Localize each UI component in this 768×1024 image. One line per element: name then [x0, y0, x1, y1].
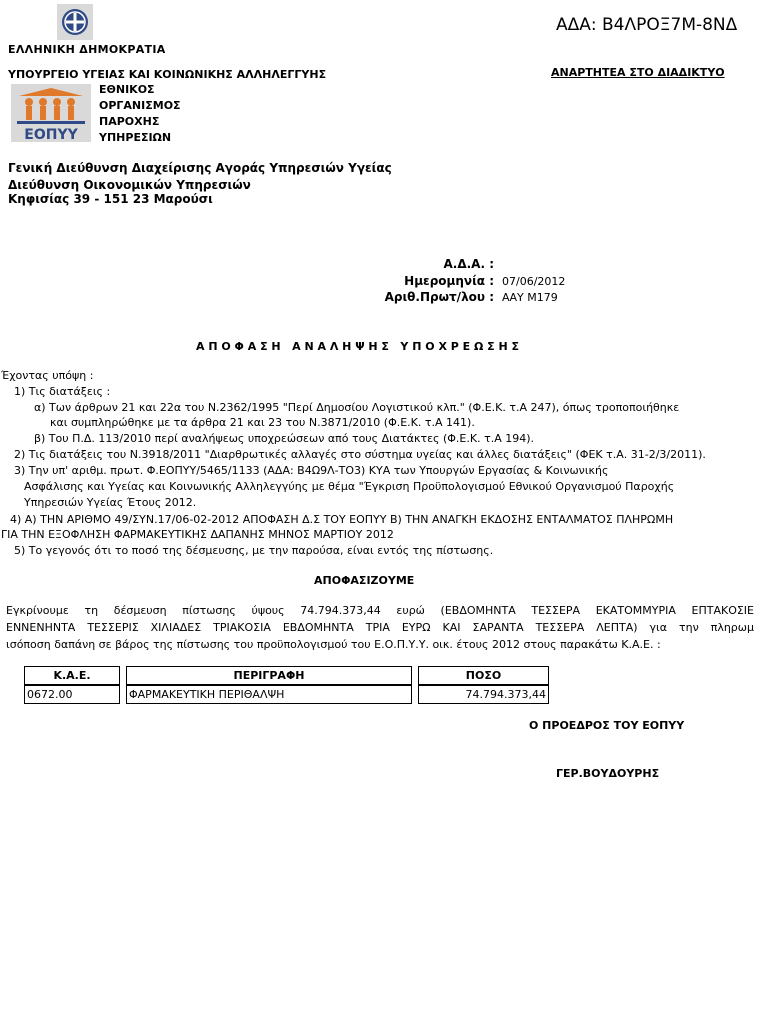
- ada-top: ΑΔΑ: Β4ΛΡΟΞ7Μ-8ΝΔ: [556, 15, 738, 35]
- decide-heading: ΑΠΟΦΑΣΙΖΟΥΜΕ: [314, 574, 415, 587]
- directorate: Διεύθυνση Οικονομικών Υπηρεσιών: [8, 178, 251, 192]
- para-5: 5) Το γεγονός ότι το ποσό της δέσμευσης, με την παρούσα, είναι εντός της πίστωσης.: [14, 544, 494, 557]
- intro: Έχοντας υπόψη :: [1, 369, 94, 382]
- table-header-row: [24, 666, 549, 685]
- ada-label: Α.Δ.Α. :: [443, 257, 494, 271]
- approval-line-3: ισόποση δαπάνη σε βάρος της πίστωσης του προϋπολογισμού του Ε.Ο.Π.Υ.Υ. οικ. έτους 2012 στους παρακάτω Κ.Α.Ε. :: [6, 638, 661, 651]
- para-2: 2) Τις διατάξεις του Ν.3918/2011 "Διαρθρωτικές αλλαγές στο σύστημα υγείας και άλλες διατάξεις" (ΦΕΚ τ.Α. 31-2/3/2011).: [14, 448, 706, 461]
- greek-emblem-icon: [57, 4, 93, 40]
- header-description: ΠΕΡΙΓΡΑΦΗ: [126, 666, 412, 685]
- org-line: ΥΠΗΡΕΣΙΩΝ: [99, 131, 172, 144]
- republic-heading: ΕΛΛΗΝΙΚΗ ΔΗΜΟΚΡΑΤΙΑ: [8, 43, 166, 56]
- approval-line-1: Εγκρίνουμε τη δέσμευση πίστωσης ύψους 74.794.373,44 ευρώ (ΕΒΔΟΜΗΝΤΑ ΤΕΣΣΕΡΑ ΕΚΑΤΟΜΜΥΡΙΑ ΕΠΤΑΚΟΣΙΕ: [6, 604, 754, 617]
- eopyy-logo: [11, 84, 91, 142]
- para-1a: α) Των άρθρων 21 και 22α του Ν.2362/1995 "Περί Δημοσίου Λογιστικού κλπ." (Φ.Ε.Κ. τ.Α 247), όπως τροποποιήθηκε: [34, 401, 680, 414]
- date-value: 07/06/2012: [502, 275, 566, 288]
- logo-text: ΕΟΠΥΥ: [24, 127, 78, 142]
- para-3: 3) Την υπ' αριθμ. πρωτ. Φ.ΕΟΠΥΥ/5465/1133 (ΑΔΑ: Β4Ω9Λ-ΤΟ3) ΚΥΑ των Υπουργών Εργασίας & Κοινωνικής: [14, 464, 609, 477]
- ministry-heading: ΥΠΟΥΡΓΕΙΟ ΥΓΕΙΑΣ ΚΑΙ ΚΟΙΝΩΝΙΚΗΣ ΑΛΛΗΛΕΓΓΥΗΣ: [8, 68, 327, 81]
- org-line: ΠΑΡΟΧΗΣ: [99, 115, 160, 128]
- approval-line-2: ΕΝΝΕΝΗΝΤΑ ΤΕΣΣΕΡΙΣ ΧΙΛΙΑΔΕΣ ΤΡΙΑΚΟΣΙΑ ΕΒΔΟΜΗΝΤΑ ΤΡΙΑ ΕΥΡΩ ΚΑΙ ΣΑΡΑΝΤΑ ΤΕΣΣΕΡΑ ΛΕΠΤΑ) για την πληρωμ: [6, 621, 754, 634]
- signature-name: ΓΕΡ.ΒΟΥΔΟΥΡΗΣ: [556, 767, 660, 780]
- page-title: Α Π Ο Φ Α Σ Η Α Ν Α Λ Η Ψ Η Σ Υ Π Ο Χ Ρ Ε Ω Σ Η Σ: [196, 340, 520, 353]
- para-3-cont2: Υπηρεσιών Υγείας Έτους 2012.: [24, 496, 197, 509]
- org-name: [99, 82, 181, 146]
- table-row: [24, 685, 549, 704]
- cell-kae: 0672.00: [24, 685, 120, 704]
- protocol-label: Αριθ.Πρωτ/λου :: [384, 290, 494, 304]
- cell-amount: 74.794.373,44: [418, 685, 549, 704]
- para-4: 4) Α) ΤΗΝ ΑΡΙΘΜΟ 49/ΣΥΝ.17/06-02-2012 ΑΠΟΦΑΣΗ Δ.Σ ΤΟΥ ΕΟΠΥΥ Β) ΤΗΝ ΑΝΑΓΚΗ ΕΚΔΟΣΗΣ ΕΝΤΑΛΜΑΤΟΣ ΠΛΗΡΩΜΗ: [10, 513, 674, 526]
- para-1: 1) Τις διατάξεις :: [14, 385, 111, 398]
- org-line: ΟΡΓΑΝΙΣΜΟΣ: [99, 99, 181, 112]
- protocol-value: ΑΑΥ Μ179: [502, 291, 558, 304]
- header-amount: ΠΟΣΟ: [418, 666, 549, 685]
- header-kae: Κ.Α.Ε.: [24, 666, 120, 685]
- directorate-general: Γενική Διεύθυνση Διαχείρισης Αγοράς Υπηρεσιών Υγείας: [8, 161, 392, 175]
- post-online-label: ΑΝΑΡΤΗΤΕΑ ΣΤΟ ΔΙΑΔΙΚΤΥΟ: [551, 66, 725, 79]
- para-3-cont: Ασφάλισης και Υγείας και Κοινωνικής Αλληλεγγύης με θέμα "Έγκριση Προϋπολογισμού Εθνικού Οργανισμού Παροχής: [24, 480, 675, 493]
- kae-table: [18, 666, 555, 704]
- para-4-cont: ΓΙΑ ΤΗΝ ΕΞΟΦΛΗΣΗ ΦΑΡΜΑΚΕΥΤΙΚΗΣ ΔΑΠΑΝΗΣ ΜΗΝΟΣ ΜΑΡΤΙΟΥ 2012: [1, 528, 394, 541]
- para-1b: β) Του Π.Δ. 113/2010 περί αναλήψεως υποχρεώσεων από τους Διατάκτες (Φ.Ε.Κ. τ.Α 194).: [34, 432, 535, 445]
- para-1a-cont: και συμπληρώθηκε με τα άρθρα 21 και 23 του Ν.3871/2010 (Φ.Ε.Κ. τ.Α 141).: [50, 416, 475, 429]
- address: Κηφισίας 39 - 151 23 Μαρούσι: [8, 192, 213, 206]
- date-label: Ημερομηνία :: [404, 274, 494, 288]
- org-line: ΕΘΝΙΚΟΣ: [99, 83, 155, 96]
- cell-description: ΦΑΡΜΑΚΕΥΤΙΚΗ ΠΕΡΙΘΑΛΨΗ: [126, 685, 412, 704]
- signature-role: Ο ΠΡΟΕΔΡΟΣ ΤΟΥ ΕΟΠΥΥ: [529, 719, 685, 732]
